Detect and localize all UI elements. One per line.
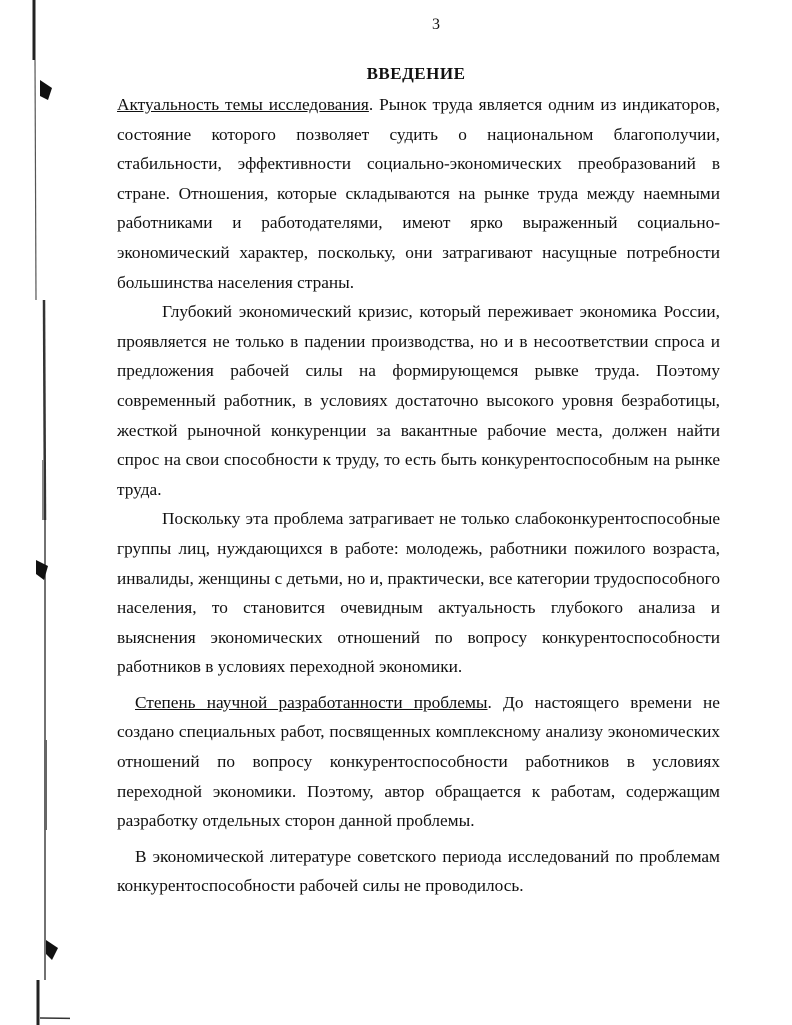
relevance-text: . Рынок труда является одним из индикаторов, состояние которого позволяет судить о национальном благополучии, стабильности, эффективности социально-экономических преобразований в стране. Отношения, которые складываются на рынке труда между наемными работниками и работодателями, имеют ярко выраженный социально-экономический характер, поскольку, они затрагивают насущные потребности большинства населения страны. [117,95,720,292]
page-title: ВВЕДЕНИЕ [366,64,466,83]
scan-edge-artifacts [0,0,70,1025]
paragraph-problem: Поскольку эта проблема затрагивает не только слабоконкурентоспособные группы лиц, нуждающихся в работе: молодежь, работники пожилого возраста, инвалиды, женщины с детьми, но и, практически, все категории трудоспособного населения, то становится очевидным актуальность глубокого анализа и выяснения экономических отношений по вопросу конкурентоспособности работников в условиях переходной экономики. [117,509,720,677]
paragraph-soviet-literature: В экономической литературе советского периода исследований по проблемам конкурентоспособности рабочей силы не проводилось. [117,846,720,896]
relevance-heading: Актуальность темы исследования [117,95,369,114]
page-number: 3 [432,16,440,33]
paragraph-crisis: Глубокий экономический кризис, который переживает экономика России, проявляется не только в падении производства, но и в несоответствии спроса и предложения рабочей силы на формирующемся рывке труда. Поэтому современный работник, в условиях достаточно высокого уровня безработицы, жесткой рыночной конкуренции за вакантные рабочие места, должен найти спрос на свои способности к труду, то есть быть конкурентоспособным на рынке труда. [117,302,720,499]
paragraph-research-degree [117,688,720,836]
research-degree-text: . До настоящего времени не создано специальных работ, посвященных комплексному анализу экономических отношений по вопросу конкурентоспособности работников в условиях переходной экономики. Поэтому, автор обращается к работам, содержащим разработку отдельных сторон данной проблемы. [117,692,720,831]
research-degree-heading: Степень научной разработанности проблемы [135,692,488,712]
body-text [117,90,720,901]
paragraph-relevance [117,90,720,297]
